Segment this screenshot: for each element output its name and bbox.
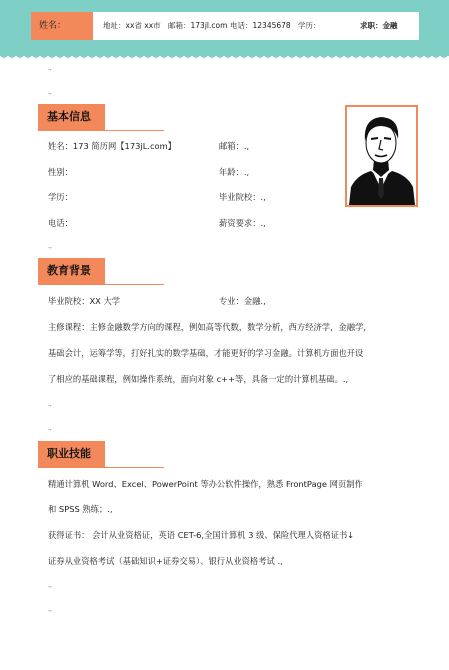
header-email: 邮箱：173jl.com (168, 21, 228, 30)
header-objective: 求职：金融 (360, 21, 398, 30)
basic-school: 毕业院校：., (219, 192, 266, 202)
basic-gender: 性别： (48, 167, 73, 177)
skills-line: 获得证书： 会计从业资格证，英语 CET-6,全国计算机 3 级、保险代理人资格证书↓ (48, 530, 355, 540)
education-school: 毕业院校：XX 大学 (48, 296, 121, 306)
education-line: 主修课程：主修金融数学方向的课程，例如高等代数，数学分析，西方经济学，金融学， (48, 322, 372, 332)
paragraph-mark: ., (48, 65, 52, 72)
basic-degree: 学历： (48, 192, 73, 202)
skills-line: 证券从业资格考试（基础知识+证券交易）、银行从业资格考试 ., (48, 556, 283, 566)
header-info-bar (31, 12, 419, 40)
education-line: 基础会计，运筹学等，打好扎实的数学基础，才能更好的学习金融。计算机方面也开设 (48, 348, 364, 358)
header-name-label: 姓名： (31, 12, 93, 40)
header-education: 学历： (298, 21, 321, 30)
education-major: 专业：金融., (219, 296, 266, 306)
education-line: 了相应的基础课程，例如操作系统，面向对象 c++等，具备一定的计算机基础。., (48, 374, 349, 384)
section-title: 基本信息 (47, 110, 91, 123)
basic-phone: 电话： (48, 218, 73, 228)
basic-salary: 薪资要求：., (219, 218, 266, 228)
section-education (38, 258, 158, 284)
profile-photo (345, 105, 418, 207)
basic-age: 年龄：., (219, 167, 250, 177)
section-basic-info (38, 104, 158, 130)
section-skills (38, 441, 158, 467)
paragraph-mark: ., (48, 606, 52, 613)
header-address: 地址：xx省 xx市 (103, 21, 161, 30)
basic-name: 姓名：173 简历网【173jL.com】 (48, 141, 176, 151)
paragraph-mark: ., (48, 243, 52, 250)
paragraph-mark: ., (48, 425, 52, 432)
skills-line: 精通计算机 Word、Excel、PowerPoint 等办公软件操作，熟悉 FrontPage 网页制作 (48, 479, 363, 489)
section-title: 教育背景 (47, 264, 91, 277)
paragraph-mark: ., (48, 582, 52, 589)
paragraph-mark: ., (48, 89, 52, 96)
scalloped-edge (0, 54, 449, 62)
header-phone: 电话：12345678 (230, 21, 291, 30)
portrait-image (347, 107, 416, 205)
basic-email: 邮箱：., (219, 141, 250, 151)
skills-line: 和 SPSS 熟练；., (48, 504, 113, 514)
paragraph-mark: ., (48, 401, 52, 408)
section-title: 职业技能 (47, 447, 91, 460)
